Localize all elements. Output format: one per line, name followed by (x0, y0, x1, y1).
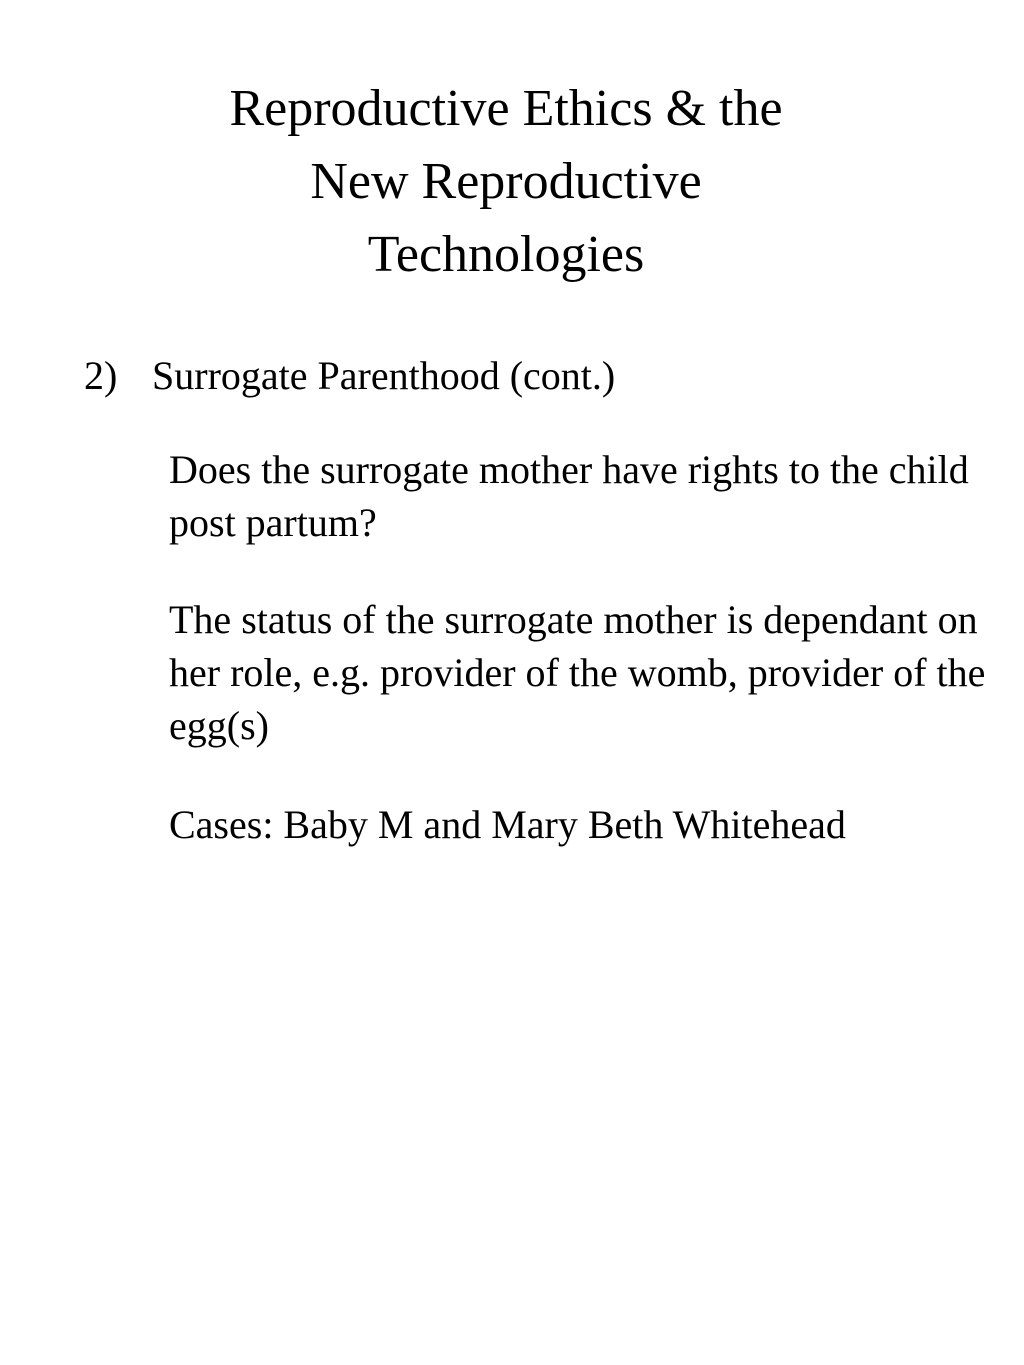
paragraph-cases: Cases: Baby M and Mary Beth Whitehead (169, 802, 846, 847)
title-line: Reproductive Ethics & the (229, 80, 783, 137)
title-line: Technologies (367, 226, 645, 283)
title-line: New Reproductive (310, 153, 702, 210)
section-heading-text: Surrogate Parenthood (cont.) (152, 353, 616, 398)
slide-title (0, 72, 1012, 291)
paragraph-status: The status of the surrogate mother is dependant on her role, e.g. provider of the womb, provider of the egg(s) (169, 597, 986, 748)
list-number: 2) (84, 353, 118, 398)
paragraph-rights: Does the surrogate mother have rights to the child post partum? (169, 447, 969, 545)
section-heading (84, 348, 615, 404)
